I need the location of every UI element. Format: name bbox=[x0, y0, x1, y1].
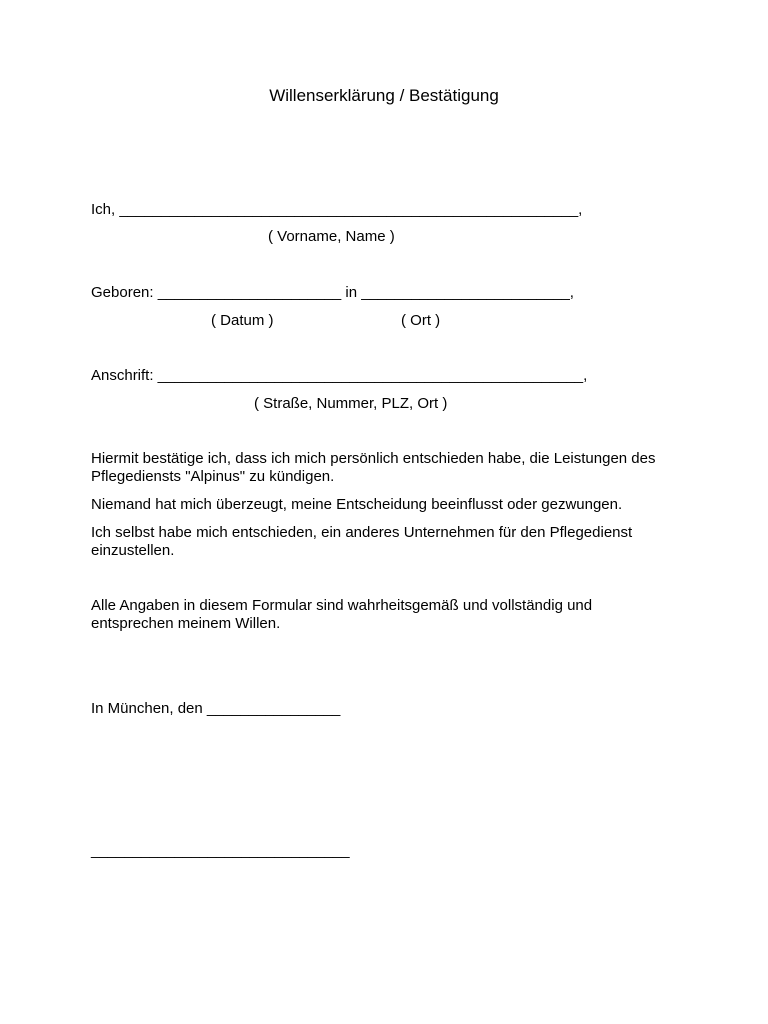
name-line: Ich, _______________________________________________________, bbox=[91, 201, 583, 218]
born-line: Geboren: ______________________ in _________________________, bbox=[91, 284, 574, 301]
address-caption: ( Straße, Nummer, PLZ, Ort ) bbox=[254, 395, 448, 412]
place-caption: ( Ort ) bbox=[401, 312, 441, 329]
document-title: Willenserklärung / Bestätigung bbox=[269, 86, 499, 105]
signature-line: _______________________________ bbox=[91, 842, 350, 859]
paragraph-new-provider: Ich selbst habe mich entschieden, ein anderes Unternehmen für den Pflegedienst einzustellen. bbox=[91, 524, 633, 559]
address-line: Anschrift: ___________________________________________________, bbox=[91, 367, 588, 384]
paragraph-truthfulness: Alle Angaben in diesem Formular sind wahrheitsgemäß und vollständig und entsprechen meinem Willen. bbox=[91, 597, 593, 632]
paragraph-no-influence: Niemand hat mich überzeugt, meine Entscheidung beeinflusst oder gezwungen. bbox=[91, 496, 623, 513]
date-line: In München, den ________________ bbox=[91, 700, 341, 717]
date-caption: ( Datum ) bbox=[211, 312, 274, 329]
paragraph-termination: Hiermit bestätige ich, dass ich mich persönlich entschieden habe, die Leistungen des Pflegediensts "Alpinus" zu kündigen. bbox=[91, 450, 656, 485]
name-caption: ( Vorname, Name ) bbox=[268, 228, 395, 245]
